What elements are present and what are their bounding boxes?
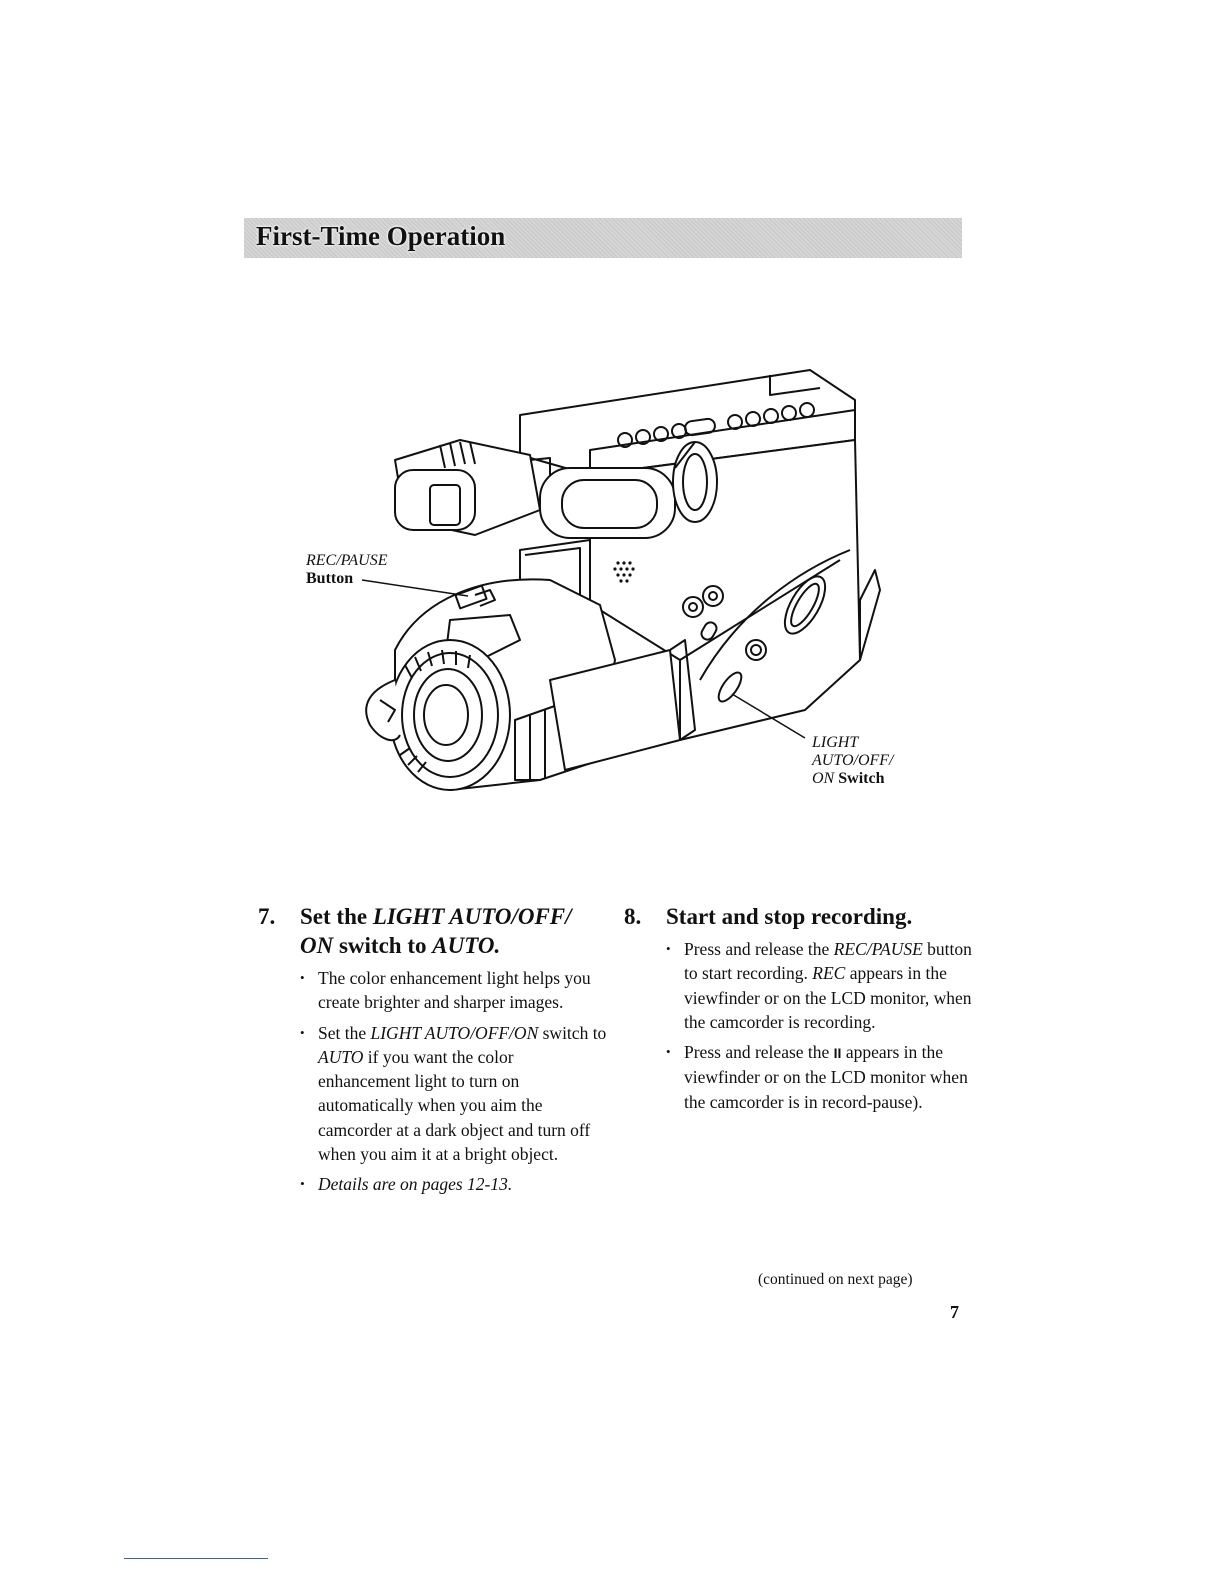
step-7-heading xyxy=(258,902,608,960)
bullet-item: • Press and release the REC/PAUSE button to start recording. REC appears in the viewfinder or on the LCD monitor, when the camcorder is recording. xyxy=(666,937,974,1034)
rec-pause-callout xyxy=(306,552,387,588)
bullet-item: • Set the LIGHT AUTO/OFF/ON switch to AUTO if you want the color enhancement light to turn on automatically when you aim the camcorder at a dark object and turn off when you aim it at a bright object. xyxy=(300,1021,608,1167)
step-number: 8. xyxy=(624,904,642,929)
bullet-item-reference: • Details are on pages 12-13. xyxy=(300,1172,608,1196)
light-switch-callout-line3b: Switch xyxy=(834,770,885,787)
pause-icon: II xyxy=(833,1045,842,1062)
step-title: Start and stop recording. xyxy=(666,904,913,929)
section-header-bar xyxy=(244,218,962,258)
step-8 xyxy=(624,902,974,1120)
light-switch-callout-line1: LIGHT xyxy=(812,734,859,751)
light-switch-callout-line3a: ON xyxy=(812,770,835,787)
continued-note: (continued on next page) xyxy=(758,1271,913,1288)
step-8-heading xyxy=(624,902,974,931)
camcorder-illustration xyxy=(300,360,900,800)
bullet-item: • Press and release the II appears in the viewfinder or on the LCD monitor when the camcorder is in record-pause). xyxy=(666,1040,974,1114)
section-title: First-Time Operation xyxy=(256,221,506,251)
step-title: Set the LIGHT AUTO/OFF/ ON switch to AUTO. xyxy=(300,904,572,958)
step-7-bullets xyxy=(258,966,608,1197)
step-number: 7. xyxy=(258,904,276,929)
page-number: 7 xyxy=(950,1302,959,1322)
footnote-rule xyxy=(124,1558,268,1559)
rec-pause-callout-name: REC/PAUSE xyxy=(306,552,388,569)
light-switch-callout-line2: AUTO/OFF/ xyxy=(812,752,894,769)
step-8-bullets xyxy=(624,937,974,1114)
light-switch-callout xyxy=(812,734,893,788)
step-7 xyxy=(258,902,608,1203)
bullet-item: • The color enhancement light helps you create brighter and sharper images. xyxy=(300,966,608,1015)
rec-pause-callout-type: Button xyxy=(306,570,354,587)
